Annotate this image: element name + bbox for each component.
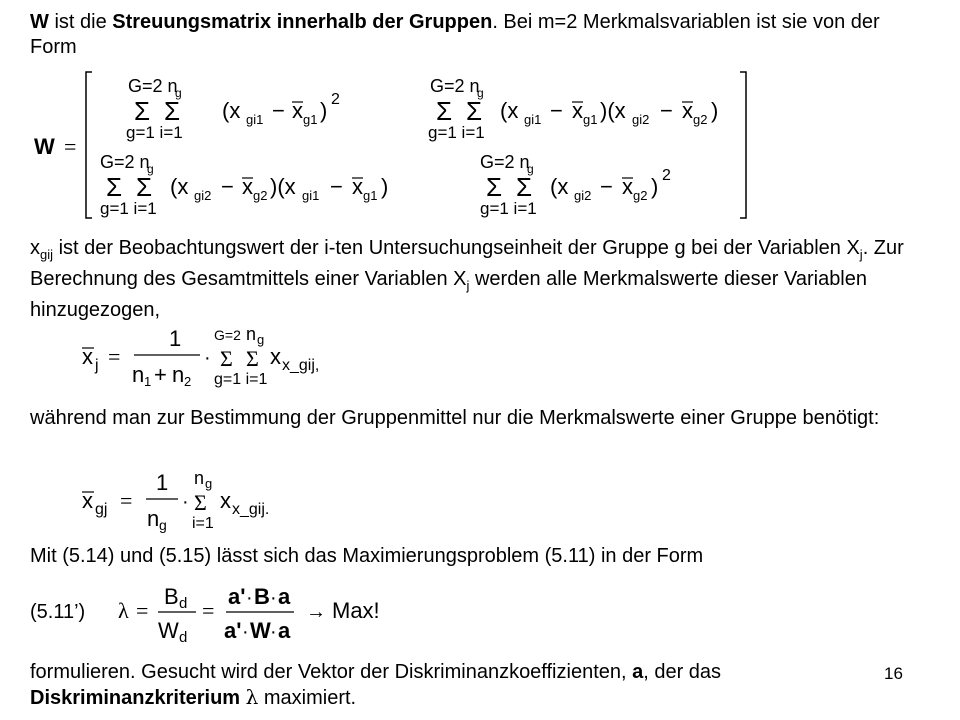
svg-text:Σ: Σ bbox=[246, 346, 259, 371]
svg-text:n: n bbox=[172, 362, 185, 387]
svg-text:x: x bbox=[292, 98, 303, 123]
matrix-entry-21 bbox=[100, 152, 388, 218]
svg-text:B: B bbox=[254, 584, 270, 609]
svg-text:g2: g2 bbox=[633, 188, 648, 203]
svg-text:d: d bbox=[179, 629, 188, 646]
svg-text:=: = bbox=[120, 488, 133, 513]
xgij-text-2: . Zur Berechnung des Gesamtmittels einer Variablen X bbox=[30, 237, 904, 290]
svg-text:gi1: gi1 bbox=[246, 112, 264, 127]
svg-text:·: · bbox=[270, 587, 277, 609]
svg-text:gj: gj bbox=[95, 501, 108, 518]
group-mean-lower-i: i=1 bbox=[192, 515, 214, 532]
svg-text:B: B bbox=[164, 584, 179, 609]
final-bold-term: Diskriminanzkriterium bbox=[30, 687, 241, 709]
svg-text:2: 2 bbox=[662, 167, 671, 184]
svg-text:gi2: gi2 bbox=[632, 112, 650, 127]
xgij-sub-j2: j bbox=[466, 278, 470, 293]
svg-text:Σ: Σ bbox=[486, 172, 503, 202]
svg-text:(x: (x bbox=[170, 174, 189, 199]
svg-text:Σ: Σ bbox=[466, 96, 483, 126]
svg-text:g=1 i=1: g=1 i=1 bbox=[100, 199, 157, 218]
svg-text:a: a bbox=[278, 584, 291, 609]
equation-label: (5.11’) bbox=[30, 601, 86, 623]
svg-text:x: x bbox=[622, 174, 633, 199]
svg-text:x: x bbox=[242, 174, 253, 199]
svg-text:g: g bbox=[205, 476, 213, 491]
matrix-lhs: W bbox=[34, 134, 55, 159]
svg-text:·: · bbox=[182, 491, 189, 513]
svg-text:gi1: gi1 bbox=[524, 112, 542, 127]
group-mean-term: x_gij. bbox=[232, 501, 270, 518]
svg-text:g1: g1 bbox=[303, 112, 318, 127]
final-text-2: , der das bbox=[643, 661, 722, 683]
svg-text:2: 2 bbox=[184, 374, 192, 389]
matrix-formula bbox=[0, 62, 960, 222]
svg-text:·: · bbox=[242, 621, 249, 643]
svg-text:g=1 i=1: g=1 i=1 bbox=[428, 123, 485, 142]
svg-text:·: · bbox=[204, 347, 211, 369]
svg-text:→: → bbox=[306, 601, 326, 623]
matrix-equals: = bbox=[64, 134, 77, 159]
svg-text:Σ: Σ bbox=[136, 172, 153, 202]
final-bold-a: a bbox=[632, 661, 644, 683]
svg-text:g2: g2 bbox=[693, 112, 708, 127]
svg-text:j: j bbox=[95, 357, 99, 374]
svg-text:g: g bbox=[159, 517, 167, 533]
svg-text:g=1 i=1: g=1 i=1 bbox=[214, 371, 268, 388]
svg-text:x: x bbox=[352, 174, 363, 199]
svg-text:=: = bbox=[136, 598, 149, 623]
lambda-lhs: λ bbox=[118, 598, 129, 623]
intro-bold-term: Streuungsmatrix innerhalb der Gruppen bbox=[112, 11, 493, 33]
svg-text:G=2: G=2 bbox=[214, 327, 241, 343]
svg-text:gi1: gi1 bbox=[302, 188, 320, 203]
svg-text:−: − bbox=[221, 174, 234, 199]
intro-paragraph bbox=[30, 10, 910, 60]
svg-text:a': a' bbox=[228, 584, 246, 609]
svg-text:gi2: gi2 bbox=[194, 188, 212, 203]
svg-text:G=2 n: G=2 n bbox=[100, 152, 150, 172]
svg-text:g1: g1 bbox=[583, 112, 598, 127]
matrix-entry-11 bbox=[126, 76, 340, 142]
group-mean-paragraph: während man zur Bestimmung der Gruppenmittel nur die Merkmalswerte einer Gruppe benötigt: bbox=[30, 407, 880, 429]
matrix-entry-22 bbox=[480, 152, 671, 218]
total-mean-formula bbox=[70, 322, 470, 394]
svg-text:=: = bbox=[202, 598, 215, 623]
svg-text:gi2: gi2 bbox=[574, 188, 592, 203]
matrix-entry-12 bbox=[428, 76, 718, 142]
group-mean-numerator: 1 bbox=[156, 470, 169, 495]
svg-text:−: − bbox=[272, 98, 285, 123]
problem-paragraph: Mit (5.14) und (5.15) lässt sich das Maximierungsproblem (5.11) in der Form bbox=[30, 545, 704, 567]
svg-text:1: 1 bbox=[144, 374, 152, 389]
lambda-formula bbox=[112, 578, 432, 648]
svg-text:x: x bbox=[682, 98, 693, 123]
svg-text:x: x bbox=[270, 344, 281, 369]
intro-text-2: . Bei m=2 Merkmalsvariablen ist sie von der Form bbox=[30, 11, 880, 58]
svg-text:g: g bbox=[147, 162, 154, 176]
svg-text:·: · bbox=[270, 621, 277, 643]
xgij-sub: gij bbox=[40, 247, 54, 262]
svg-text:(x: (x bbox=[550, 174, 569, 199]
xgij-text-1: ist der Beobachtungswert der i-ten Untersuchungseinheit der Gruppe g bei der Variablen X bbox=[53, 237, 860, 259]
svg-text:G=2 n: G=2 n bbox=[128, 76, 178, 96]
svg-text:g=1 i=1: g=1 i=1 bbox=[126, 123, 183, 142]
svg-text:g: g bbox=[527, 162, 534, 176]
svg-text:−: − bbox=[600, 174, 613, 199]
svg-text:Σ: Σ bbox=[516, 172, 533, 202]
final-paragraph bbox=[30, 660, 910, 711]
svg-text:): ) bbox=[381, 174, 389, 199]
xgij-x: x bbox=[30, 237, 40, 259]
svg-text:+: + bbox=[154, 362, 167, 387]
lambda-result: Max! bbox=[332, 598, 380, 623]
group-mean-formula bbox=[70, 468, 370, 538]
svg-text:x: x bbox=[82, 488, 93, 513]
svg-text:): ) bbox=[711, 98, 719, 123]
svg-text:·: · bbox=[246, 587, 253, 609]
svg-text:x: x bbox=[82, 344, 93, 369]
svg-text:a': a' bbox=[224, 618, 242, 643]
intro-text-1: ist die bbox=[48, 11, 113, 33]
page-number: 16 bbox=[884, 664, 903, 683]
svg-text:=: = bbox=[108, 344, 121, 369]
svg-text:Σ: Σ bbox=[220, 346, 233, 371]
svg-text:n: n bbox=[194, 468, 205, 488]
w-symbol: W bbox=[30, 11, 49, 33]
svg-text:G=2 n: G=2 n bbox=[480, 152, 530, 172]
svg-text:Σ: Σ bbox=[436, 96, 453, 126]
svg-text:a: a bbox=[278, 618, 291, 643]
svg-text:W: W bbox=[158, 618, 179, 643]
xgij-text-3: werden alle Merkmalswerte dieser Variablen hinzugezogen, bbox=[30, 268, 867, 321]
svg-text:−: − bbox=[660, 98, 673, 123]
matrix-right-bracket bbox=[740, 72, 746, 218]
svg-text:W: W bbox=[250, 618, 271, 643]
svg-text:G=2 n: G=2 n bbox=[430, 76, 480, 96]
svg-text:n: n bbox=[246, 324, 257, 344]
svg-text:g: g bbox=[257, 332, 265, 347]
xgij-paragraph bbox=[30, 236, 910, 323]
svg-text:(x: (x bbox=[222, 98, 241, 123]
svg-text:g: g bbox=[175, 86, 182, 100]
svg-text:d: d bbox=[179, 595, 188, 612]
svg-text:): ) bbox=[320, 98, 328, 123]
total-mean-term: x_gij, bbox=[282, 357, 320, 374]
svg-text:n: n bbox=[132, 362, 145, 387]
svg-text:)(x: )(x bbox=[270, 174, 296, 199]
svg-text:g1: g1 bbox=[363, 188, 378, 203]
svg-text:g=1 i=1: g=1 i=1 bbox=[480, 199, 537, 218]
svg-text:)(x: )(x bbox=[600, 98, 626, 123]
svg-text:(x: (x bbox=[500, 98, 519, 123]
svg-text:Σ: Σ bbox=[134, 96, 151, 126]
svg-text:Σ: Σ bbox=[106, 172, 123, 202]
svg-text:Σ: Σ bbox=[194, 490, 207, 515]
svg-text:Σ: Σ bbox=[164, 96, 181, 126]
svg-text:2: 2 bbox=[331, 91, 340, 108]
svg-text:−: − bbox=[550, 98, 563, 123]
total-mean-numerator: 1 bbox=[169, 326, 182, 351]
final-text-1: formulieren. Gesucht wird der Vektor der Diskriminanzkoeffizienten, bbox=[30, 661, 633, 683]
svg-text:g2: g2 bbox=[253, 188, 268, 203]
svg-text:g: g bbox=[477, 86, 484, 100]
svg-text:x: x bbox=[572, 98, 583, 123]
final-text-3: maximiert. bbox=[258, 687, 357, 709]
svg-text:n: n bbox=[147, 506, 160, 531]
svg-text:x: x bbox=[220, 488, 231, 513]
svg-text:): ) bbox=[651, 174, 659, 199]
matrix-left-bracket bbox=[86, 72, 92, 218]
xgij-sub-j1: j bbox=[859, 247, 863, 262]
final-lambda: λ bbox=[245, 685, 259, 709]
svg-text:−: − bbox=[330, 174, 343, 199]
